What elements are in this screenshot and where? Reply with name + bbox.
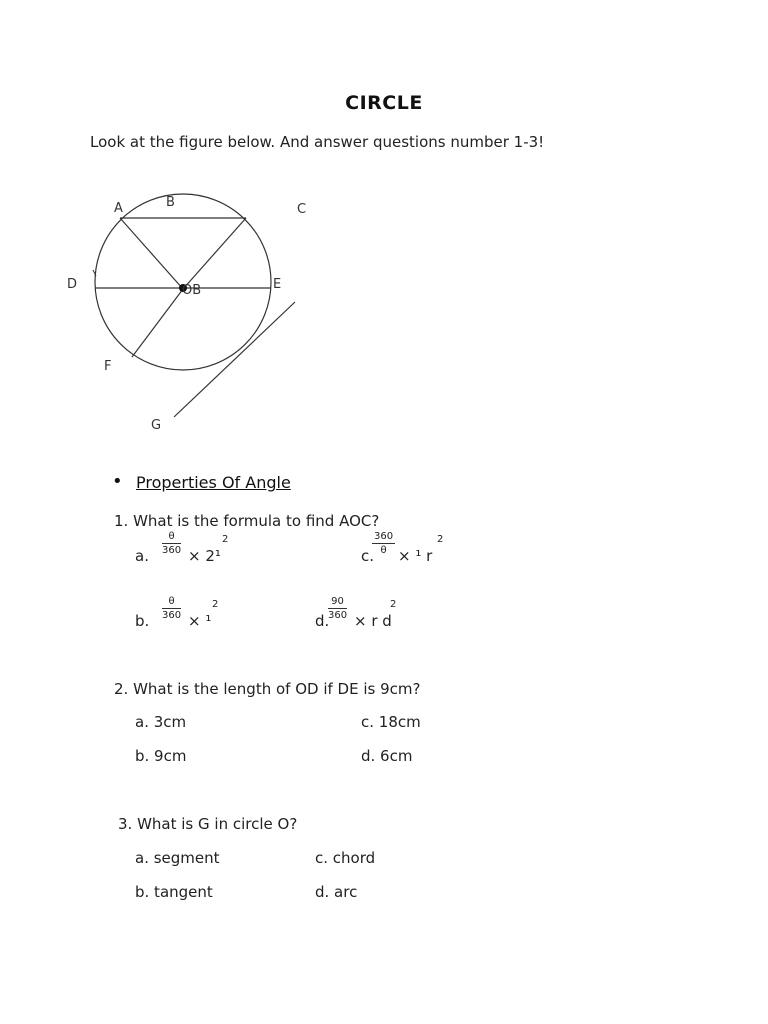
q3-option-a: a. segment (135, 849, 220, 867)
superscript: 2 (212, 599, 219, 610)
fraction-denominator: 360 (162, 610, 182, 621)
q2-option-a: a. 3cm (135, 713, 187, 731)
radius-of (132, 289, 183, 357)
q2-option-c: c. 18cm (361, 713, 421, 731)
fraction-numerator: 360 (374, 531, 394, 542)
option-prefix: b. (135, 612, 150, 630)
fraction (372, 530, 395, 557)
fraction (162, 530, 181, 557)
question-2: 2. What is the length of OD if DE is 9cm? (114, 680, 421, 698)
fraction-numerator: θ (162, 595, 181, 609)
question-1: 1. What is the formula to find AOC? (114, 512, 380, 530)
q3-option-d: d. arc (315, 883, 358, 901)
question-3: 3. What is G in circle O? (118, 815, 298, 833)
circle-figure (0, 0, 400, 450)
label-c: C (297, 202, 307, 217)
radius-oa (120, 218, 183, 289)
superscript: 2 (390, 599, 397, 610)
q3-option-c: c. chord (315, 849, 376, 867)
fraction-numerator: θ (162, 530, 181, 544)
tangent-line-g (174, 302, 295, 417)
q3-option-b: b. tangent (135, 883, 213, 901)
q2-option-b: b. 9cm (135, 747, 187, 765)
section-heading: Properties Of Angle (136, 473, 291, 492)
radius-oc (183, 218, 246, 289)
instructions-text: Look at the figure below. And answer questions number 1-3! (90, 133, 545, 151)
fraction-denominator: 360 (162, 545, 182, 556)
fraction-numerator: 90 (328, 595, 347, 609)
fraction-denominator: θ (380, 545, 387, 556)
option-prefix: a. (135, 547, 149, 565)
superscript: 2 (437, 534, 444, 545)
fraction-denominator: 360 (328, 610, 348, 621)
q2-option-d: d. 6cm (361, 747, 413, 765)
label-d: D (67, 277, 78, 292)
page-title: CIRCLE (345, 92, 423, 114)
superscript: 2 (222, 534, 229, 545)
label-ob: OB (182, 283, 202, 298)
option-expression: × r d (354, 612, 392, 630)
label-a: A (114, 201, 123, 216)
label-f: F (104, 359, 112, 374)
label-e: E (273, 277, 282, 292)
fraction (162, 595, 181, 622)
option-expression: × 2¹ (188, 547, 221, 565)
option-prefix: d. (315, 612, 330, 630)
option-expression: × ¹ r (398, 547, 433, 565)
option-expression: × ¹ (188, 612, 212, 630)
bullet-icon: • (112, 471, 123, 492)
option-prefix: c. (361, 547, 375, 565)
fraction (328, 595, 347, 622)
label-b: B (166, 195, 175, 210)
label-g: G (151, 418, 162, 433)
